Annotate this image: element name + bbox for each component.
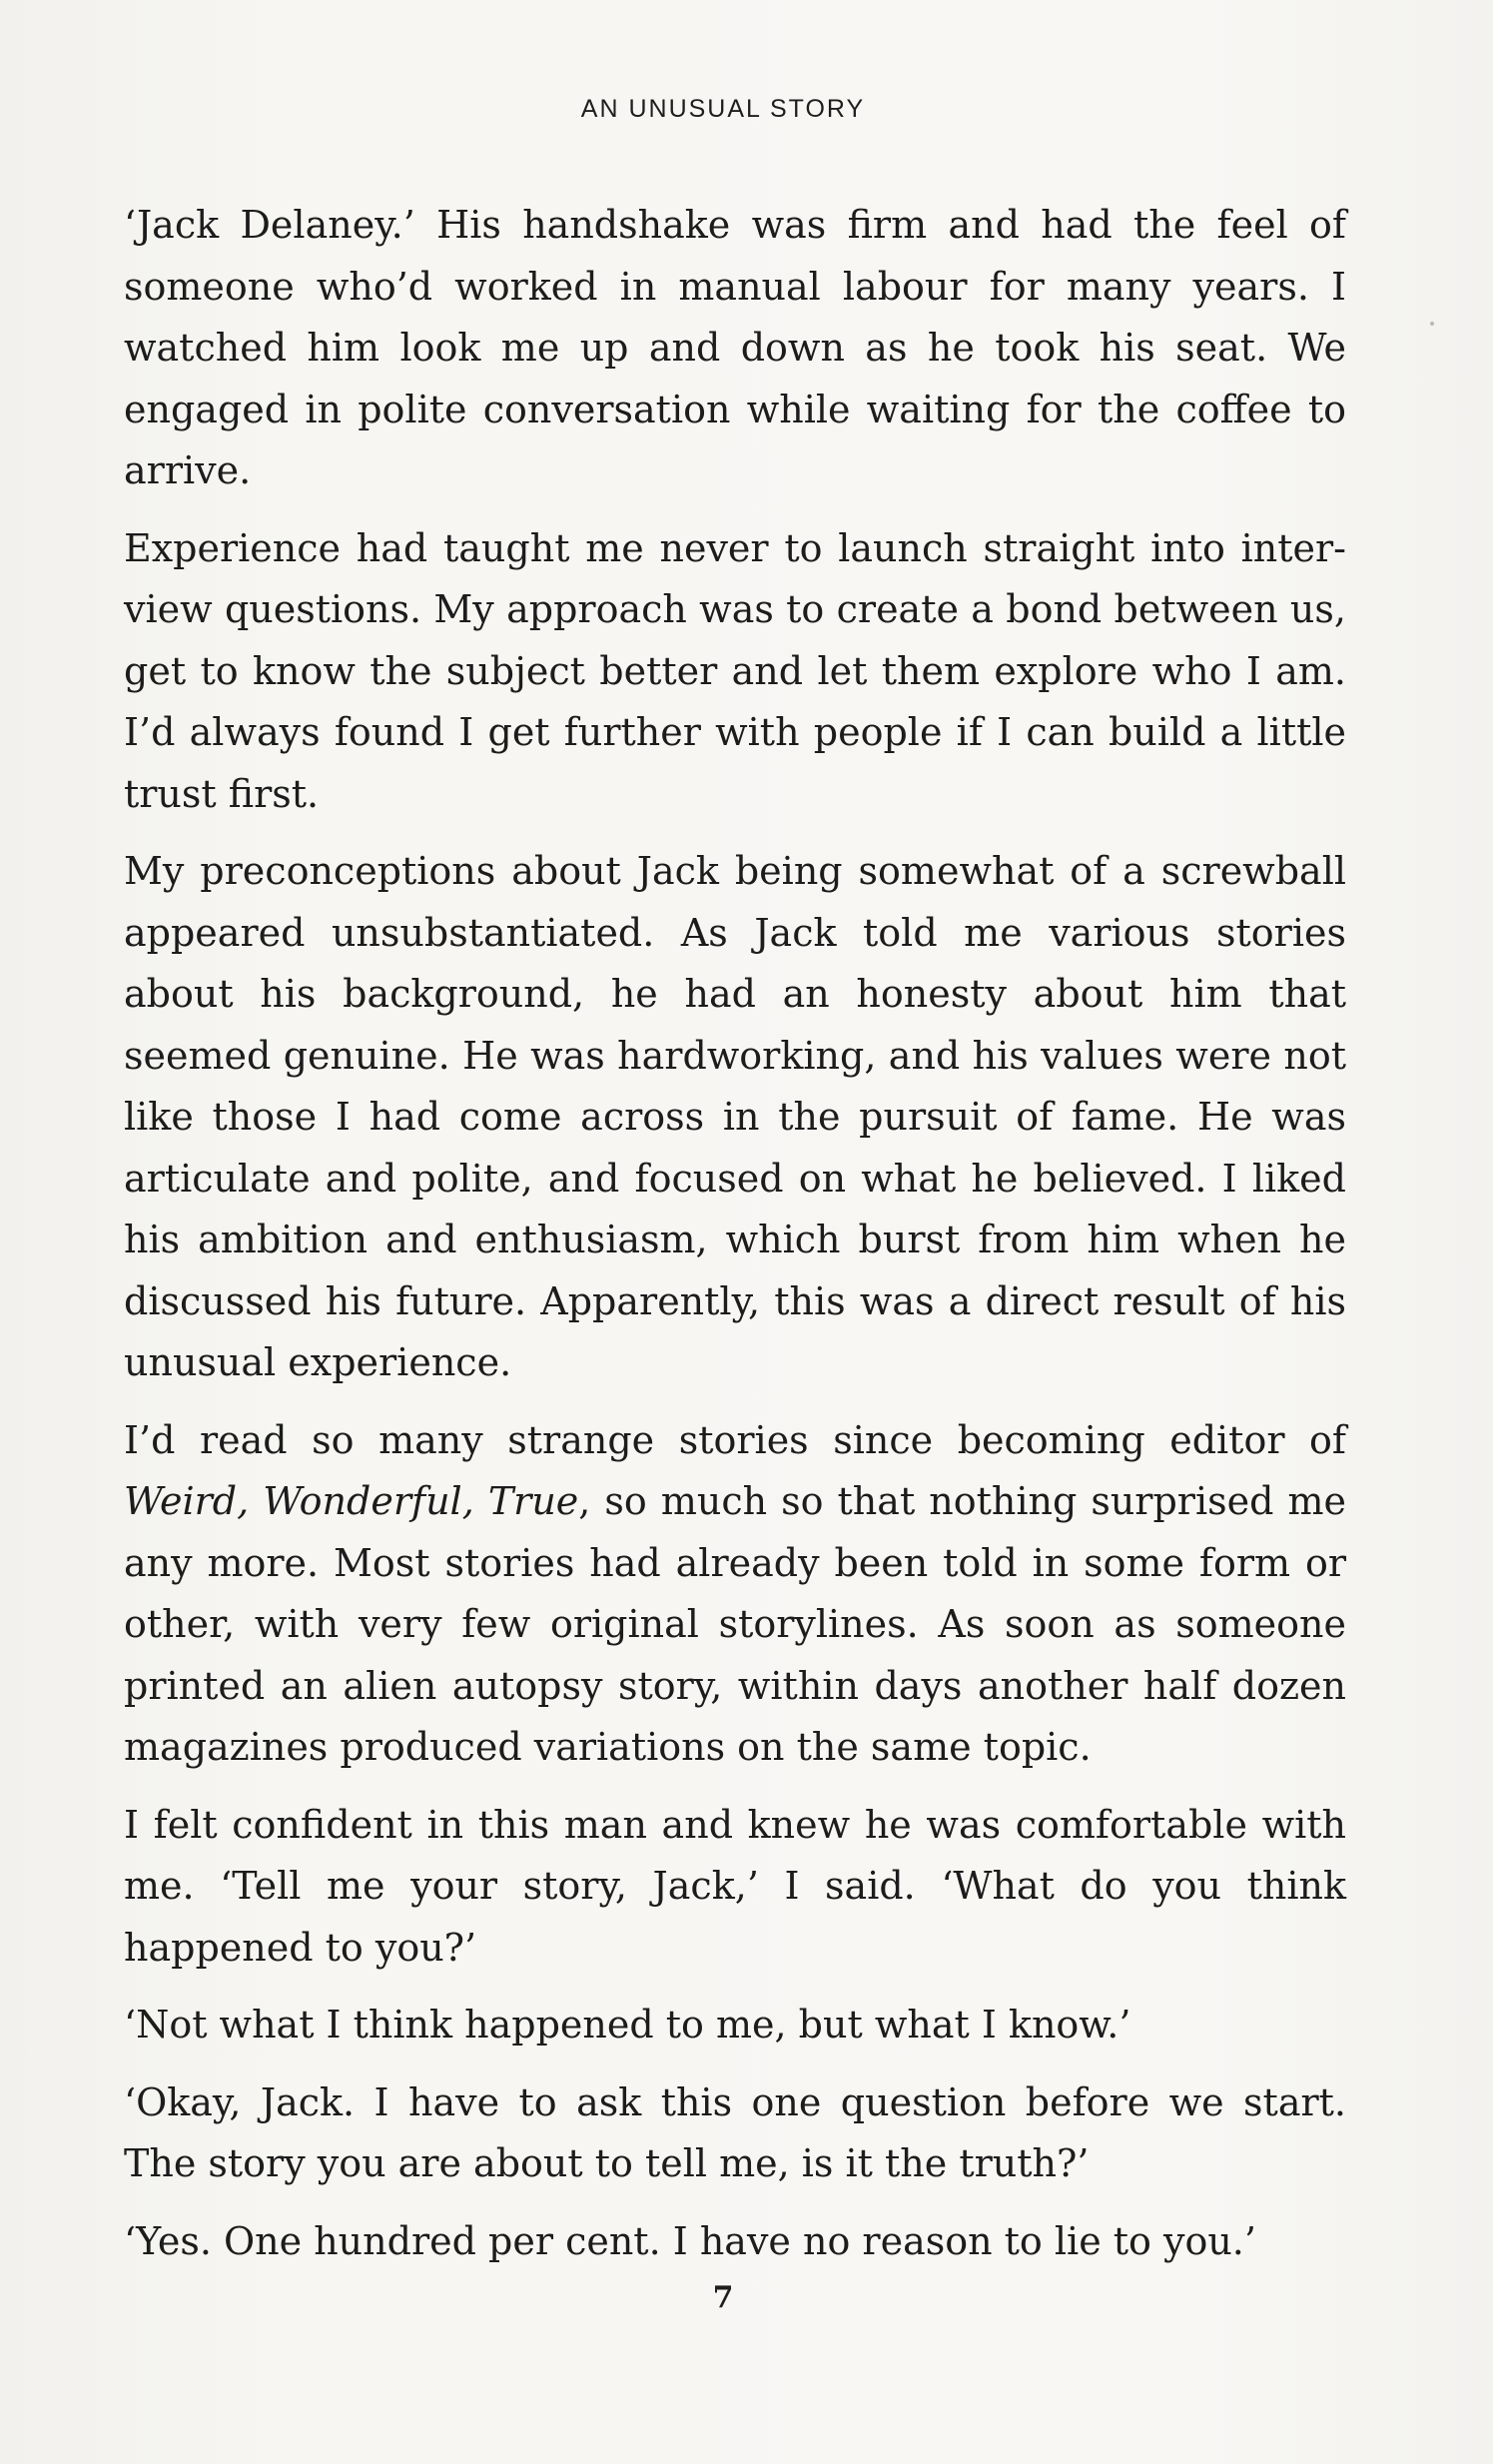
magazine-title: Weird, Wonderful, True (124, 1479, 579, 1523)
paragraph-6: ‘Not what I think happened to me, but what I know.’ (124, 2003, 1131, 2047)
paragraph-5: I felt confident in this man and knew he was comfortable with me. ‘Tell me your story, Jack,’ I said. ‘What do you think happened to you?’ (124, 1802, 1346, 1970)
page-number: 7 (712, 2280, 734, 2315)
paper-speck (1430, 322, 1434, 326)
paragraph-4-text-start: I’d read so many strange stories since becoming editor of (124, 1417, 1346, 1462)
paragraph-3: My preconceptions about Jack being somewhat of a screwball appeared unsubstantiated. As Jack told me various stories about his background, he had an honesty about him that seemed genuine. He was hardworking, and his values were not like those I had come across in the pursuit of fame. He was articulate and polite, and focused on what he believed. I liked his ambition and enthusiasm, which burst from him when he discussed his future. Apparently, this was a direct result of his unusual experience. (124, 849, 1346, 1384)
paragraph-4-text-end: , so much so that nothing surprised me any more. Most stories had already been told in some form or other, with very few original storylines. As soon as someone printed an alien autopsy story, within days another half dozen magazines produced variations on the same topic. (124, 1479, 1346, 1769)
running-header: AN UNUSUAL STORY (580, 95, 866, 123)
paragraph-4 (124, 1410, 1346, 1779)
paragraph-8: ‘Yes. One hundred per cent. I have no reason to lie to you.’ (124, 2218, 1256, 2263)
paragraph-1: ‘Jack Delaney.’ His handshake was firm and had the feel of someone who’d worked in manual labour for many years. I watched him look me up and down as he took his seat. We engaged in polite conversation while waiting for the coffee to arrive. (124, 203, 1346, 492)
paragraph-7: ‘Okay, Jack. I have to ask this one question before we start. The story you are about to tell me, is it the truth?’ (124, 2079, 1346, 2185)
paragraph-2: Experience had taught me never to launch straight into interview questions. My approach was to create a bond between us, get to know the subject better and let them explore who I am. I’d always found I get further with people if I can build a little trust first. (124, 525, 1346, 816)
body-text (124, 195, 1346, 2288)
